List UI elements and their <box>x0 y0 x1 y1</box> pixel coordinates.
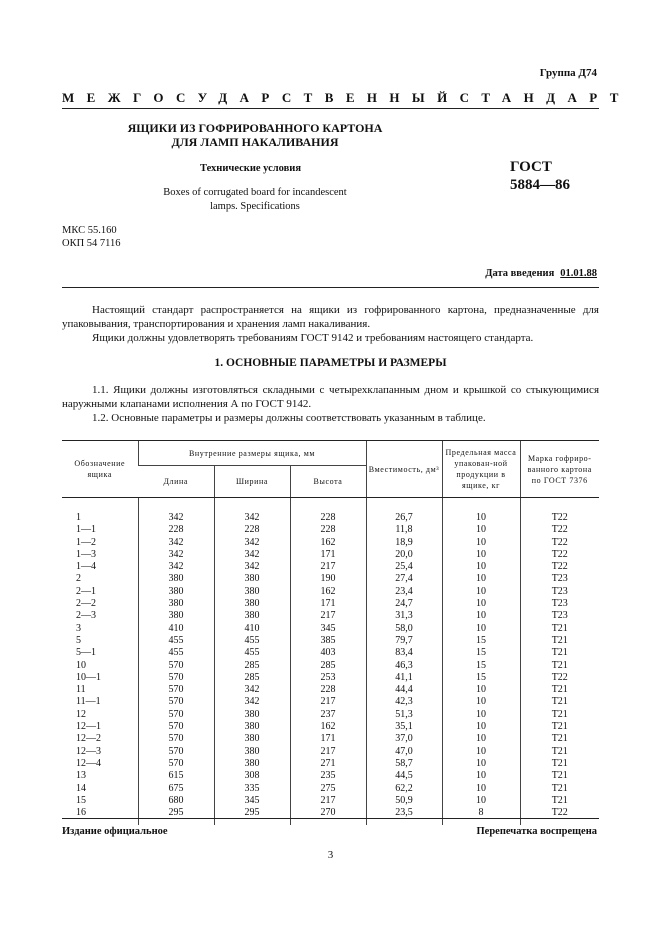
banner-interstate: МЕЖГОСУДАРСТВЕННЫЙ <box>62 90 460 105</box>
cell-width: 380 <box>214 758 290 770</box>
header-max-mass: Предельная масса упакован-ной продукции в ящике, кг <box>442 441 520 498</box>
cell-designation: 15 <box>76 794 86 806</box>
cell-length: 380 <box>138 573 214 585</box>
cell-height: 162 <box>290 537 366 549</box>
cell-board-grade: Т23 <box>520 586 599 598</box>
cell-width: 345 <box>214 795 290 807</box>
cell-max-mass: 15 <box>442 672 520 684</box>
cell-board-grade: Т21 <box>520 770 599 782</box>
cell-length: 570 <box>138 696 214 708</box>
cell-capacity: 83,4 <box>366 647 442 659</box>
intro-date-label: Дата введения <box>485 268 555 279</box>
cell-board-grade: Т21 <box>520 696 599 708</box>
cell-height: 275 <box>290 783 366 795</box>
table-row <box>62 783 599 795</box>
cell-capacity: 26,7 <box>366 498 442 525</box>
cell-max-mass: 8 <box>442 807 520 825</box>
table-row <box>62 733 599 745</box>
cell-designation: 2—1 <box>76 585 96 597</box>
table-row <box>62 758 599 770</box>
cell-max-mass: 10 <box>442 537 520 549</box>
cell-designation: 1—4 <box>76 561 96 573</box>
gost-designation <box>510 158 570 194</box>
cell-board-grade: Т21 <box>520 733 599 745</box>
cell-capacity: 20,0 <box>366 549 442 561</box>
cell-designation: 5 <box>76 634 81 646</box>
cell-width: 380 <box>214 598 290 610</box>
cell-capacity: 42,3 <box>366 696 442 708</box>
cell-designation: 12—3 <box>76 745 101 757</box>
cell-capacity: 25,4 <box>366 561 442 573</box>
header-designation: Обозначение ящика <box>62 441 138 498</box>
okp-code: ОКП 54 7116 <box>62 238 121 249</box>
cell-board-grade: Т23 <box>520 610 599 622</box>
table-row <box>62 561 599 573</box>
cell-board-grade: Т21 <box>520 647 599 659</box>
cell-designation: 2 <box>76 573 81 585</box>
cell-capacity: 46,3 <box>366 660 442 672</box>
cell-designation: 2—3 <box>76 610 96 622</box>
banner-rule <box>62 108 599 109</box>
cell-width: 285 <box>214 672 290 684</box>
classification-codes <box>62 224 121 250</box>
cell-designation: 5—1 <box>76 647 96 659</box>
cell-length: 570 <box>138 746 214 758</box>
cell-max-mass: 10 <box>442 696 520 708</box>
cell-max-mass: 10 <box>442 795 520 807</box>
cell-length: 570 <box>138 684 214 696</box>
table-row <box>62 696 599 708</box>
cell-max-mass: 10 <box>442 770 520 782</box>
cell-height: 217 <box>290 561 366 573</box>
table-row <box>62 610 599 622</box>
gost-number: 5884—86 <box>510 177 570 193</box>
cell-designation: 16 <box>76 807 86 819</box>
header-board-grade: Марка гофриро-ванного картона по ГОСТ 7376 <box>520 441 599 498</box>
cell-length: 570 <box>138 672 214 684</box>
cell-capacity: 62,2 <box>366 783 442 795</box>
cell-board-grade: Т21 <box>520 783 599 795</box>
cell-width: 342 <box>214 696 290 708</box>
table-row <box>62 770 599 782</box>
table-row <box>62 537 599 549</box>
cell-capacity: 24,7 <box>366 598 442 610</box>
cell-length: 342 <box>138 498 214 525</box>
cell-length: 570 <box>138 721 214 733</box>
cell-designation: 11 <box>76 684 86 696</box>
table-row <box>62 746 599 758</box>
page-number: 3 <box>327 849 334 861</box>
table-row <box>62 647 599 659</box>
cell-length: 570 <box>138 660 214 672</box>
table-row <box>62 623 599 635</box>
cell-board-grade: Т23 <box>520 573 599 585</box>
clause-1-2: 1.2. Основные параметры и размеры должны соответствовать указанным в таблице. <box>92 412 486 424</box>
cell-capacity: 79,7 <box>366 635 442 647</box>
cell-length: 570 <box>138 733 214 745</box>
cell-width: 380 <box>214 721 290 733</box>
cell-width: 380 <box>214 586 290 598</box>
cell-length: 455 <box>138 635 214 647</box>
cell-width: 228 <box>214 524 290 536</box>
cell-width: 380 <box>214 573 290 585</box>
cell-length: 380 <box>138 610 214 622</box>
table-row <box>62 598 599 610</box>
header-inner-dimensions: Внутренние размеры ящика, мм <box>138 441 366 466</box>
cell-width: 342 <box>214 498 290 525</box>
cell-max-mass: 10 <box>442 721 520 733</box>
cell-board-grade: Т22 <box>520 549 599 561</box>
official-edition: Издание официальное <box>62 826 168 837</box>
title-line-1: ЯЩИКИ ИЗ ГОФРИРОВАННОГО КАРТОНА <box>127 121 383 135</box>
cell-max-mass: 10 <box>442 783 520 795</box>
cell-board-grade: Т22 <box>520 524 599 536</box>
cell-designation: 1—1 <box>76 524 96 536</box>
cell-designation: 13 <box>76 770 86 782</box>
cell-width: 380 <box>214 733 290 745</box>
cell-max-mass: 10 <box>442 549 520 561</box>
requirements-paragraph: Ящики должны удовлетворять требованиям ГОСТ 9142 и требованиям настоящего стандарта. <box>92 332 534 344</box>
cell-max-mass: 10 <box>442 733 520 745</box>
cell-width: 380 <box>214 746 290 758</box>
cell-height: 271 <box>290 758 366 770</box>
document-title <box>120 121 390 149</box>
cell-max-mass: 10 <box>442 610 520 622</box>
intro-date-value: 01.01.88 <box>560 268 597 279</box>
cell-capacity: 58,0 <box>366 623 442 635</box>
cell-width: 295 <box>214 807 290 825</box>
cell-max-mass: 10 <box>442 684 520 696</box>
table-row <box>62 549 599 561</box>
cell-max-mass: 10 <box>442 623 520 635</box>
intro-paragraph: Настоящий стандарт распространяется на ящики из гофрированного картона, предназначенные для упаковывания, транспортирования и хранения ламп накаливания. <box>62 304 599 330</box>
table-row <box>62 635 599 647</box>
cell-capacity: 41,1 <box>366 672 442 684</box>
cell-capacity: 31,3 <box>366 610 442 622</box>
date-rule <box>62 287 599 288</box>
cell-max-mass: 10 <box>442 561 520 573</box>
cell-max-mass: 10 <box>442 598 520 610</box>
footer-rule <box>62 818 599 819</box>
cell-board-grade: Т21 <box>520 635 599 647</box>
cell-designation: 12—4 <box>76 757 101 769</box>
cell-capacity: 44,4 <box>366 684 442 696</box>
cell-height: 217 <box>290 610 366 622</box>
cell-height: 228 <box>290 524 366 536</box>
cell-board-grade: Т21 <box>520 758 599 770</box>
cell-board-grade: Т22 <box>520 498 599 525</box>
cell-height: 162 <box>290 721 366 733</box>
cell-board-grade: Т21 <box>520 746 599 758</box>
cell-length: 228 <box>138 524 214 536</box>
table-row <box>62 573 599 585</box>
table-row <box>62 795 599 807</box>
cell-width: 380 <box>214 709 290 721</box>
cell-height: 253 <box>290 672 366 684</box>
english-title <box>150 186 360 214</box>
title-line-2: ДЛЯ ЛАМП НАКАЛИВАНИЯ <box>171 135 339 149</box>
cell-max-mass: 10 <box>442 758 520 770</box>
cell-length: 380 <box>138 586 214 598</box>
cell-max-mass: 10 <box>442 573 520 585</box>
cell-designation: 10—1 <box>76 671 101 683</box>
cell-length: 570 <box>138 709 214 721</box>
mks-code: МКС 55.160 <box>62 225 117 236</box>
cell-designation: 2—2 <box>76 598 96 610</box>
cell-height: 235 <box>290 770 366 782</box>
cell-designation: 12—1 <box>76 721 101 733</box>
clause-1-1: 1.1. Ящики должны изготовляться складными с четырехклапанным дном и крышкой со стыкующимися наружными клапанами исполнения А по ГОСТ 9142. <box>62 384 599 410</box>
cell-max-mass: 15 <box>442 660 520 672</box>
cell-width: 342 <box>214 549 290 561</box>
cell-height: 228 <box>290 498 366 525</box>
introduction-date <box>485 268 597 279</box>
cell-height: 162 <box>290 586 366 598</box>
table-body <box>62 498 599 826</box>
cell-height: 345 <box>290 623 366 635</box>
cell-length: 675 <box>138 783 214 795</box>
cell-capacity: 51,3 <box>366 709 442 721</box>
cell-capacity: 44,5 <box>366 770 442 782</box>
cell-width: 410 <box>214 623 290 635</box>
cell-length: 342 <box>138 549 214 561</box>
table-row <box>62 586 599 598</box>
cell-length: 380 <box>138 598 214 610</box>
cell-width: 380 <box>214 610 290 622</box>
cell-height: 217 <box>290 696 366 708</box>
cell-board-grade: Т21 <box>520 795 599 807</box>
cell-length: 295 <box>138 807 214 825</box>
cell-height: 270 <box>290 807 366 825</box>
cell-length: 455 <box>138 647 214 659</box>
cell-board-grade: Т23 <box>520 598 599 610</box>
cell-capacity: 35,1 <box>366 721 442 733</box>
cell-board-grade: Т21 <box>520 660 599 672</box>
cell-designation: 10 <box>76 659 86 671</box>
cell-designation: 1 <box>76 512 81 523</box>
cell-height: 171 <box>290 598 366 610</box>
table-row <box>62 709 599 721</box>
cell-length: 680 <box>138 795 214 807</box>
table-row <box>62 807 599 825</box>
cell-board-grade: Т22 <box>520 672 599 684</box>
cell-capacity: 18,9 <box>366 537 442 549</box>
document-subtitle: Технические условия <box>200 163 302 174</box>
cell-height: 237 <box>290 709 366 721</box>
cell-capacity: 50,9 <box>366 795 442 807</box>
cell-board-grade: Т22 <box>520 537 599 549</box>
cell-length: 570 <box>138 758 214 770</box>
section-title: 1. ОСНОВНЫЕ ПАРАМЕТРЫ И РАЗМЕРЫ <box>214 357 447 369</box>
cell-height: 171 <box>290 733 366 745</box>
cell-height: 385 <box>290 635 366 647</box>
cell-height: 217 <box>290 746 366 758</box>
table-row <box>62 684 599 696</box>
cell-designation: 1—3 <box>76 548 96 560</box>
parameters-table <box>62 440 599 825</box>
gost-label: ГОСТ <box>510 159 552 175</box>
cell-capacity: 11,8 <box>366 524 442 536</box>
cell-width: 455 <box>214 635 290 647</box>
cell-board-grade: Т22 <box>520 561 599 573</box>
header-length: Длина <box>138 466 214 498</box>
cell-max-mass: 15 <box>442 635 520 647</box>
cell-width: 342 <box>214 537 290 549</box>
table-row <box>62 660 599 672</box>
cell-height: 190 <box>290 573 366 585</box>
cell-designation: 11—1 <box>76 696 101 708</box>
cell-capacity: 37,0 <box>366 733 442 745</box>
cell-max-mass: 10 <box>442 709 520 721</box>
cell-max-mass: 15 <box>442 647 520 659</box>
cell-board-grade: Т21 <box>520 623 599 635</box>
cell-height: 217 <box>290 795 366 807</box>
table-row <box>62 524 599 536</box>
cell-length: 615 <box>138 770 214 782</box>
table-row <box>62 721 599 733</box>
reprint-prohibited: Перепечатка воспрещена <box>476 826 597 837</box>
cell-max-mass: 10 <box>442 498 520 525</box>
header-width: Ширина <box>214 466 290 498</box>
cell-max-mass: 10 <box>442 524 520 536</box>
header-height: Высота <box>290 466 366 498</box>
cell-capacity: 23,4 <box>366 586 442 598</box>
english-title-line-2: lamps. Specifications <box>210 201 300 212</box>
cell-capacity: 58,7 <box>366 758 442 770</box>
cell-board-grade: Т21 <box>520 721 599 733</box>
cell-max-mass: 10 <box>442 746 520 758</box>
cell-designation: 3 <box>76 622 81 634</box>
cell-width: 455 <box>214 647 290 659</box>
cell-board-grade: Т22 <box>520 807 599 825</box>
cell-designation: 12 <box>76 708 86 720</box>
table-row <box>62 498 599 525</box>
cell-width: 308 <box>214 770 290 782</box>
cell-designation: 1—2 <box>76 536 96 548</box>
cell-capacity: 27,4 <box>366 573 442 585</box>
cell-length: 342 <box>138 537 214 549</box>
cell-length: 410 <box>138 623 214 635</box>
cell-board-grade: Т21 <box>520 709 599 721</box>
cell-width: 285 <box>214 660 290 672</box>
cell-designation: 14 <box>76 782 86 794</box>
cell-width: 342 <box>214 561 290 573</box>
header-capacity: Вместимость, дм³ <box>366 441 442 498</box>
cell-length: 342 <box>138 561 214 573</box>
cell-width: 342 <box>214 684 290 696</box>
cell-board-grade: Т21 <box>520 684 599 696</box>
cell-height: 285 <box>290 660 366 672</box>
cell-capacity: 23,5 <box>366 807 442 825</box>
table-row <box>62 672 599 684</box>
cell-height: 228 <box>290 684 366 696</box>
standard-banner <box>62 90 631 106</box>
group-code: Группа Д74 <box>539 67 597 79</box>
cell-designation: 12—2 <box>76 733 101 745</box>
english-title-line-1: Boxes of corrugated board for incandescent <box>163 187 347 198</box>
cell-width: 335 <box>214 783 290 795</box>
banner-standard: СТАНДАРТ <box>459 90 631 105</box>
cell-height: 403 <box>290 647 366 659</box>
cell-height: 171 <box>290 549 366 561</box>
cell-max-mass: 10 <box>442 586 520 598</box>
cell-capacity: 47,0 <box>366 746 442 758</box>
